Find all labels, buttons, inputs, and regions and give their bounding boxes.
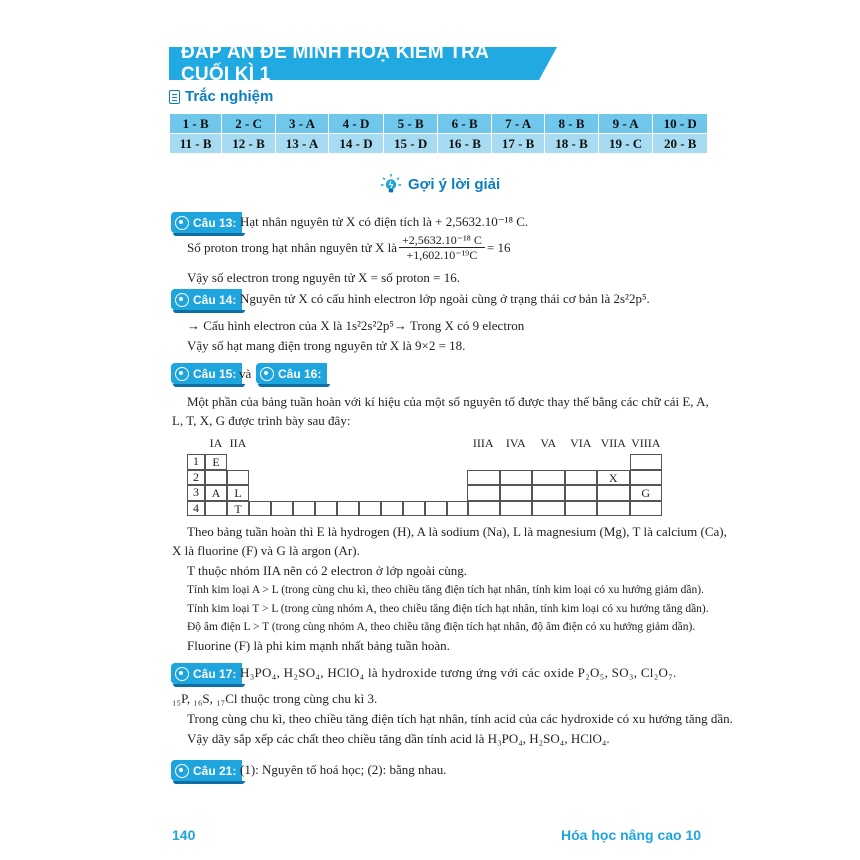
q14-line1: Nguyên tử X có cấu hình electron lớp ngoài cùng ở trạng thái cơ bản là 2s²2p⁵. — [240, 291, 650, 306]
page-title: ĐÁP ÁN ĐỀ MINH HOẠ KIỂM TRA CUỐI KÌ 1 — [181, 41, 489, 85]
answer-cell: 4 - D — [329, 114, 384, 134]
group-label: VIIIA — [631, 436, 661, 450]
period-label: 1 — [187, 454, 205, 470]
pt-cell — [467, 501, 500, 517]
q16-p2: X là fluorine (F) và G là argon (Ar). — [172, 543, 360, 558]
element-g: G — [641, 486, 651, 500]
element-a: A — [211, 486, 221, 500]
q16-intro1: Một phần của bảng tuần hoàn với kí hiệu của một số nguyên tố được thay thế bằng các chữ cái E, A, — [187, 394, 709, 409]
page-number: 140 — [172, 827, 196, 843]
pt-cell — [565, 485, 598, 501]
pt-cell — [425, 501, 447, 517]
answer-cell: 16 - B — [438, 134, 491, 154]
q13-line3: Vậy số electron trong nguyên tử X = số proton = 16. — [187, 270, 460, 285]
answer-cell: 12 - B — [222, 134, 275, 154]
q21-line1: (1): Nguyên tố hoá học; (2): bằng nhau. — [240, 762, 447, 777]
q17-line3: Trong cùng chu kì, theo chiều tăng điện tích hạt nhân, tính acid của các hydroxide có xu hướng tăng dần. — [187, 711, 733, 726]
lightbulb-icon — [380, 173, 402, 195]
q17-line2: ₁₅P, ₁₆S, ₁₇Cl thuộc trong cùng chu kì 3. — [172, 691, 378, 706]
q14-line2: → Cấu hình electron của X là 1s²2s²2p⁵→ Trong X có 9 electron — [187, 318, 525, 333]
answer-row — [170, 114, 708, 134]
answer-cell: 17 - B — [491, 134, 544, 154]
group-label: VIIA — [600, 436, 626, 450]
pt-cell — [293, 501, 315, 517]
pt-cell — [205, 501, 227, 517]
element-x: X — [608, 470, 618, 485]
question-15-tag — [171, 363, 242, 384]
period-label: 2 — [187, 470, 205, 486]
q16-p7: Fluorine (F) là phi kim mạnh nhất bảng tuần hoàn. — [187, 638, 450, 653]
q16-p5: Tính kim loại T > L (trong cùng nhóm A, theo chiều tăng điện tích hạt nhân, tính kim loại có xu hướng tăng dần). — [187, 603, 709, 615]
q13-fraction-denominator: +1,602.10⁻¹⁹C — [406, 248, 478, 262]
question-tag-icon — [175, 667, 189, 681]
answer-cell: 13 - A — [275, 134, 328, 154]
pt-cell — [227, 470, 249, 486]
q17-line4: Vậy dãy sắp xếp các chất theo chiều tăng dần tính acid là H₃PO₄, H₂SO₄, HClO₄. — [187, 731, 610, 746]
answer-cell: 14 - D — [329, 134, 384, 154]
periodic-table-fragment — [187, 436, 707, 514]
group-label: VIA — [570, 436, 592, 450]
pt-cell — [565, 501, 598, 517]
q16-p3: T thuộc nhóm IIA nên có 2 electron ở lớp ngoài cùng. — [187, 563, 467, 578]
page-title-banner — [169, 41, 539, 85]
question-tag-icon — [175, 764, 189, 778]
q13-fraction — [399, 233, 485, 262]
pt-cell — [249, 501, 271, 517]
q16-p1: Theo bảng tuần hoàn thì E là hydrogen (H), A là sodium (Na), L là magnesium (Mg), T là calcium (Ca), — [187, 524, 727, 539]
pt-cell — [630, 470, 663, 486]
answer-cell: 7 - A — [491, 114, 544, 134]
element-t: T — [234, 501, 242, 516]
question-21-label: Câu 21: — [193, 763, 237, 778]
pt-cell — [500, 485, 533, 501]
period-label: 4 — [187, 501, 205, 517]
q13-fraction-numerator: +2,5632.10⁻¹⁸ C — [399, 233, 485, 248]
pt-cell — [500, 470, 533, 486]
group-label: IIA — [229, 436, 247, 450]
group-label: IVA — [505, 436, 526, 450]
q15-and: và — [239, 366, 252, 381]
pt-cell — [315, 501, 337, 517]
group-label: IIIA — [472, 436, 494, 450]
question-13-label: Câu 13: — [193, 215, 237, 230]
element-e: E — [212, 455, 220, 469]
q17-line1: H₃PO₄, H₂SO₄, HClO₄ là hydroxide tương ứng với các oxide P₂O₅, SO₃, Cl₂O₇. — [240, 665, 677, 680]
answer-cell: 6 - B — [438, 114, 491, 134]
q16-p6: Độ âm điện L > T (trong cùng nhóm A, theo chiều tăng điện tích hạt nhân, độ âm điện có xu hướng giảm dần). — [187, 621, 696, 633]
question-21-tag — [171, 760, 242, 781]
q13-line1: Hạt nhân nguyên tử X có điện tích là + 2,5632.10⁻¹⁸ C. — [240, 214, 529, 229]
pt-cell — [467, 485, 500, 501]
answer-cell: 10 - D — [653, 114, 708, 134]
question-tag-icon — [175, 367, 189, 381]
answer-cell: 19 - C — [598, 134, 653, 154]
answer-table — [169, 113, 708, 154]
question-15-label: Câu 15: — [193, 366, 237, 381]
answer-cell: 18 - B — [545, 134, 598, 154]
question-tag-icon — [260, 367, 274, 381]
pt-cell — [597, 485, 630, 501]
answer-row — [170, 134, 708, 154]
answer-cell: 1 - B — [170, 114, 222, 134]
multiple-choice-heading-label: Trắc nghiệm — [185, 88, 274, 105]
q13-line2-result: = 16 — [486, 239, 511, 255]
question-16-tag — [256, 363, 327, 384]
pt-cell — [359, 501, 381, 517]
pt-cell — [565, 470, 598, 486]
pt-cell — [381, 501, 403, 517]
element-l: L — [234, 486, 242, 500]
solution-hint-heading — [380, 173, 500, 195]
pt-cell — [271, 501, 293, 517]
q13-line2 — [187, 233, 510, 262]
question-tag-icon — [175, 216, 189, 230]
pt-cell — [447, 501, 469, 517]
multiple-choice-heading — [169, 88, 273, 105]
question-17-label: Câu 17: — [193, 666, 237, 681]
solution-hint-heading-label: Gợi ý lời giải — [408, 175, 501, 193]
q16-intro2: L, T, X, G được trình bày sau đây: — [172, 413, 351, 428]
pt-cell — [630, 501, 663, 517]
q13-line2-text: Số proton trong hạt nhân nguyên tử X là — [187, 239, 397, 255]
pt-cell — [630, 454, 663, 470]
period-label: 3 — [187, 485, 205, 501]
pt-cell — [337, 501, 359, 517]
pt-cell — [403, 501, 425, 517]
answer-cell: 20 - B — [653, 134, 708, 154]
question-14-label: Câu 14: — [193, 292, 237, 307]
group-label: VA — [540, 436, 557, 450]
question-14-tag — [171, 289, 242, 310]
answer-cell: 11 - B — [170, 134, 222, 154]
checklist-icon — [169, 90, 180, 104]
answer-cell: 9 - A — [598, 114, 653, 134]
pt-cell — [532, 485, 565, 501]
answer-cell: 3 - A — [275, 114, 328, 134]
question-16-label: Câu 16: — [278, 366, 322, 381]
question-17-tag — [171, 663, 242, 684]
q16-p4: Tính kim loại A > L (trong cùng chu kì, theo chiều tăng điện tích hạt nhân, tính kim loại có xu hướng giảm dần). — [187, 584, 704, 596]
question-13-tag — [171, 212, 242, 233]
pt-cell — [467, 470, 500, 486]
q14-line3: Vậy số hạt mang điện trong nguyên tử X là 9×2 = 18. — [187, 338, 466, 353]
pt-cell — [597, 501, 630, 517]
book-title: Hóa học nâng cao 10 — [561, 827, 702, 843]
question-tag-icon — [175, 293, 189, 307]
answer-cell: 8 - B — [545, 114, 598, 134]
pt-cell — [532, 501, 565, 517]
answer-cell: 15 - D — [383, 134, 438, 154]
answer-cell: 5 - B — [383, 114, 438, 134]
pt-cell — [205, 470, 227, 486]
answer-cell: 2 - C — [222, 114, 275, 134]
group-label: IA — [209, 436, 223, 450]
pt-cell — [500, 501, 533, 517]
pt-cell — [532, 470, 565, 486]
